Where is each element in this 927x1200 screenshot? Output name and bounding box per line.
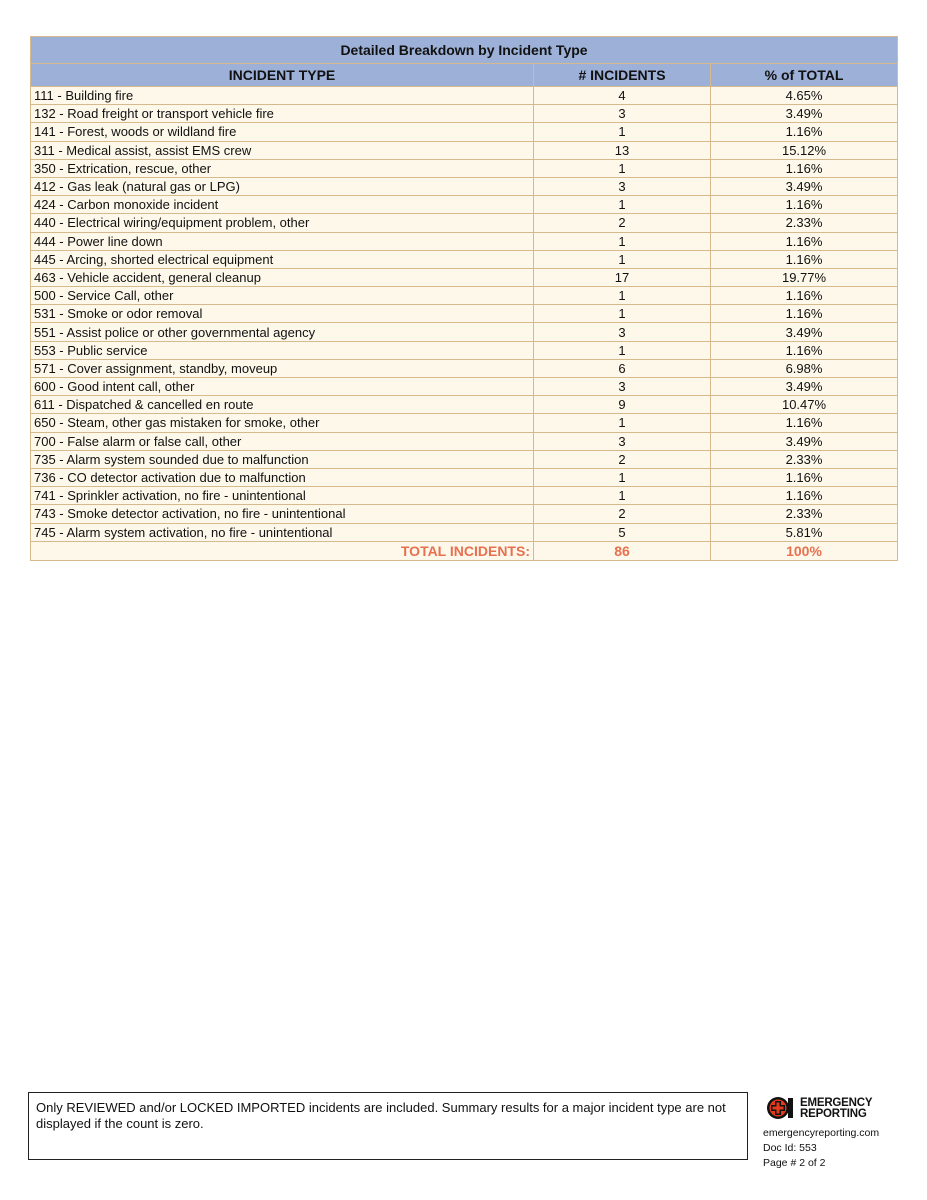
table-row bbox=[31, 450, 898, 468]
incident-percent-cell: 4.65% bbox=[711, 87, 898, 105]
incident-percent-cell: 2.33% bbox=[711, 505, 898, 523]
incident-type-cell: 551 - Assist police or other governmental agency bbox=[31, 323, 534, 341]
incident-type-cell: 350 - Extrication, rescue, other bbox=[31, 159, 534, 177]
incident-count-cell: 6 bbox=[534, 359, 711, 377]
table-title: Detailed Breakdown by Incident Type bbox=[31, 37, 898, 64]
brand-logo bbox=[766, 1096, 906, 1120]
incident-percent-cell: 1.16% bbox=[711, 414, 898, 432]
incident-type-cell: 444 - Power line down bbox=[31, 232, 534, 250]
table-row bbox=[31, 141, 898, 159]
incident-percent-cell: 1.16% bbox=[711, 287, 898, 305]
table-row bbox=[31, 359, 898, 377]
incident-percent-cell: 3.49% bbox=[711, 177, 898, 195]
table-row bbox=[31, 196, 898, 214]
incident-percent-cell: 1.16% bbox=[711, 159, 898, 177]
incident-count-cell: 1 bbox=[534, 196, 711, 214]
incident-count-cell: 5 bbox=[534, 523, 711, 541]
table-row bbox=[31, 523, 898, 541]
table-row bbox=[31, 378, 898, 396]
table-row bbox=[31, 396, 898, 414]
incident-percent-cell: 19.77% bbox=[711, 268, 898, 286]
incident-count-cell: 1 bbox=[534, 287, 711, 305]
table-row bbox=[31, 323, 898, 341]
table-row bbox=[31, 250, 898, 268]
incident-count-cell: 2 bbox=[534, 214, 711, 232]
incident-type-cell: 700 - False alarm or false call, other bbox=[31, 432, 534, 450]
incident-percent-cell: 2.33% bbox=[711, 214, 898, 232]
incident-type-cell: 500 - Service Call, other bbox=[31, 287, 534, 305]
incident-count-cell: 1 bbox=[534, 341, 711, 359]
incident-type-cell: 424 - Carbon monoxide incident bbox=[31, 196, 534, 214]
incident-count-cell: 2 bbox=[534, 505, 711, 523]
incident-count-cell: 2 bbox=[534, 450, 711, 468]
incident-percent-cell: 15.12% bbox=[711, 141, 898, 159]
incident-percent-cell: 1.16% bbox=[711, 232, 898, 250]
incident-percent-cell: 10.47% bbox=[711, 396, 898, 414]
document-meta bbox=[763, 1126, 879, 1171]
incident-count-cell: 1 bbox=[534, 159, 711, 177]
incident-count-cell: 3 bbox=[534, 105, 711, 123]
incident-type-cell: 743 - Smoke detector activation, no fire - unintentional bbox=[31, 505, 534, 523]
incident-count-cell: 1 bbox=[534, 232, 711, 250]
incident-percent-cell: 1.16% bbox=[711, 468, 898, 486]
total-count: 86 bbox=[534, 541, 711, 560]
incident-percent-cell: 1.16% bbox=[711, 305, 898, 323]
table-row bbox=[31, 414, 898, 432]
incident-type-cell: 650 - Steam, other gas mistaken for smoke, other bbox=[31, 414, 534, 432]
table-row bbox=[31, 432, 898, 450]
table-row bbox=[31, 487, 898, 505]
total-percent: 100% bbox=[711, 541, 898, 560]
table-row bbox=[31, 159, 898, 177]
column-header-percent: % of TOTAL bbox=[711, 64, 898, 87]
incident-count-cell: 1 bbox=[534, 305, 711, 323]
footer-note: Only REVIEWED and/or LOCKED IMPORTED incidents are included. Summary results for a major incident type are not displayed if the count is zero. bbox=[28, 1092, 748, 1160]
incident-type-cell: 311 - Medical assist, assist EMS crew bbox=[31, 141, 534, 159]
table-row bbox=[31, 305, 898, 323]
incident-type-cell: 736 - CO detector activation due to malfunction bbox=[31, 468, 534, 486]
incident-percent-cell: 3.49% bbox=[711, 323, 898, 341]
table-row bbox=[31, 105, 898, 123]
table-row bbox=[31, 232, 898, 250]
incident-count-cell: 1 bbox=[534, 414, 711, 432]
incident-percent-cell: 1.16% bbox=[711, 250, 898, 268]
incident-type-cell: 132 - Road freight or transport vehicle fire bbox=[31, 105, 534, 123]
table-row bbox=[31, 468, 898, 486]
incident-count-cell: 3 bbox=[534, 177, 711, 195]
website-link[interactable]: emergencyreporting.com bbox=[763, 1127, 880, 1139]
incident-type-cell: 111 - Building fire bbox=[31, 87, 534, 105]
table-row bbox=[31, 341, 898, 359]
incident-type-cell: 611 - Dispatched & cancelled en route bbox=[31, 396, 534, 414]
table-row bbox=[31, 214, 898, 232]
incident-count-cell: 4 bbox=[534, 87, 711, 105]
column-header-incidents: # INCIDENTS bbox=[534, 64, 711, 87]
emergency-reporting-logo-icon bbox=[766, 1096, 794, 1120]
incident-type-cell: 463 - Vehicle accident, general cleanup bbox=[31, 268, 534, 286]
incident-type-cell: 445 - Arcing, shorted electrical equipment bbox=[31, 250, 534, 268]
incident-percent-cell: 1.16% bbox=[711, 487, 898, 505]
incident-type-cell: 735 - Alarm system sounded due to malfunction bbox=[31, 450, 534, 468]
incident-count-cell: 1 bbox=[534, 250, 711, 268]
doc-id: Doc Id: 553 bbox=[763, 1142, 817, 1154]
incident-count-cell: 9 bbox=[534, 396, 711, 414]
total-label: TOTAL INCIDENTS: bbox=[31, 541, 534, 560]
incident-count-cell: 1 bbox=[534, 487, 711, 505]
incident-count-cell: 3 bbox=[534, 323, 711, 341]
incident-type-cell: 600 - Good intent call, other bbox=[31, 378, 534, 396]
incident-percent-cell: 3.49% bbox=[711, 105, 898, 123]
incident-percent-cell: 5.81% bbox=[711, 523, 898, 541]
table-row bbox=[31, 268, 898, 286]
table-row bbox=[31, 87, 898, 105]
incident-count-cell: 17 bbox=[534, 268, 711, 286]
incident-count-cell: 3 bbox=[534, 378, 711, 396]
incident-type-cell: 531 - Smoke or odor removal bbox=[31, 305, 534, 323]
brand-line-1: EMERGENCY bbox=[800, 1097, 873, 1109]
table-body bbox=[31, 87, 898, 542]
incident-count-cell: 3 bbox=[534, 432, 711, 450]
incident-count-cell: 1 bbox=[534, 468, 711, 486]
incident-count-cell: 1 bbox=[534, 123, 711, 141]
brand-name bbox=[800, 1098, 872, 1119]
incident-percent-cell: 3.49% bbox=[711, 378, 898, 396]
total-row bbox=[31, 541, 898, 560]
incident-type-cell: 741 - Sprinkler activation, no fire - unintentional bbox=[31, 487, 534, 505]
incident-type-cell: 571 - Cover assignment, standby, moveup bbox=[31, 359, 534, 377]
incident-percent-cell: 2.33% bbox=[711, 450, 898, 468]
incident-breakdown-table bbox=[30, 36, 898, 561]
column-header-incident-type: INCIDENT TYPE bbox=[31, 64, 534, 87]
incident-percent-cell: 1.16% bbox=[711, 341, 898, 359]
table-row bbox=[31, 123, 898, 141]
brand-line-2: REPORTING bbox=[800, 1107, 867, 1120]
table-row bbox=[31, 505, 898, 523]
incident-percent-cell: 1.16% bbox=[711, 123, 898, 141]
incident-type-cell: 412 - Gas leak (natural gas or LPG) bbox=[31, 177, 534, 195]
table-row bbox=[31, 177, 898, 195]
table-row bbox=[31, 287, 898, 305]
page-number: Page # 2 of 2 bbox=[763, 1157, 826, 1169]
incident-percent-cell: 1.16% bbox=[711, 196, 898, 214]
incident-type-cell: 440 - Electrical wiring/equipment problem, other bbox=[31, 214, 534, 232]
incident-type-cell: 745 - Alarm system activation, no fire - unintentional bbox=[31, 523, 534, 541]
incident-type-cell: 141 - Forest, woods or wildland fire bbox=[31, 123, 534, 141]
incident-percent-cell: 3.49% bbox=[711, 432, 898, 450]
incident-percent-cell: 6.98% bbox=[711, 359, 898, 377]
incident-type-cell: 553 - Public service bbox=[31, 341, 534, 359]
incident-count-cell: 13 bbox=[534, 141, 711, 159]
